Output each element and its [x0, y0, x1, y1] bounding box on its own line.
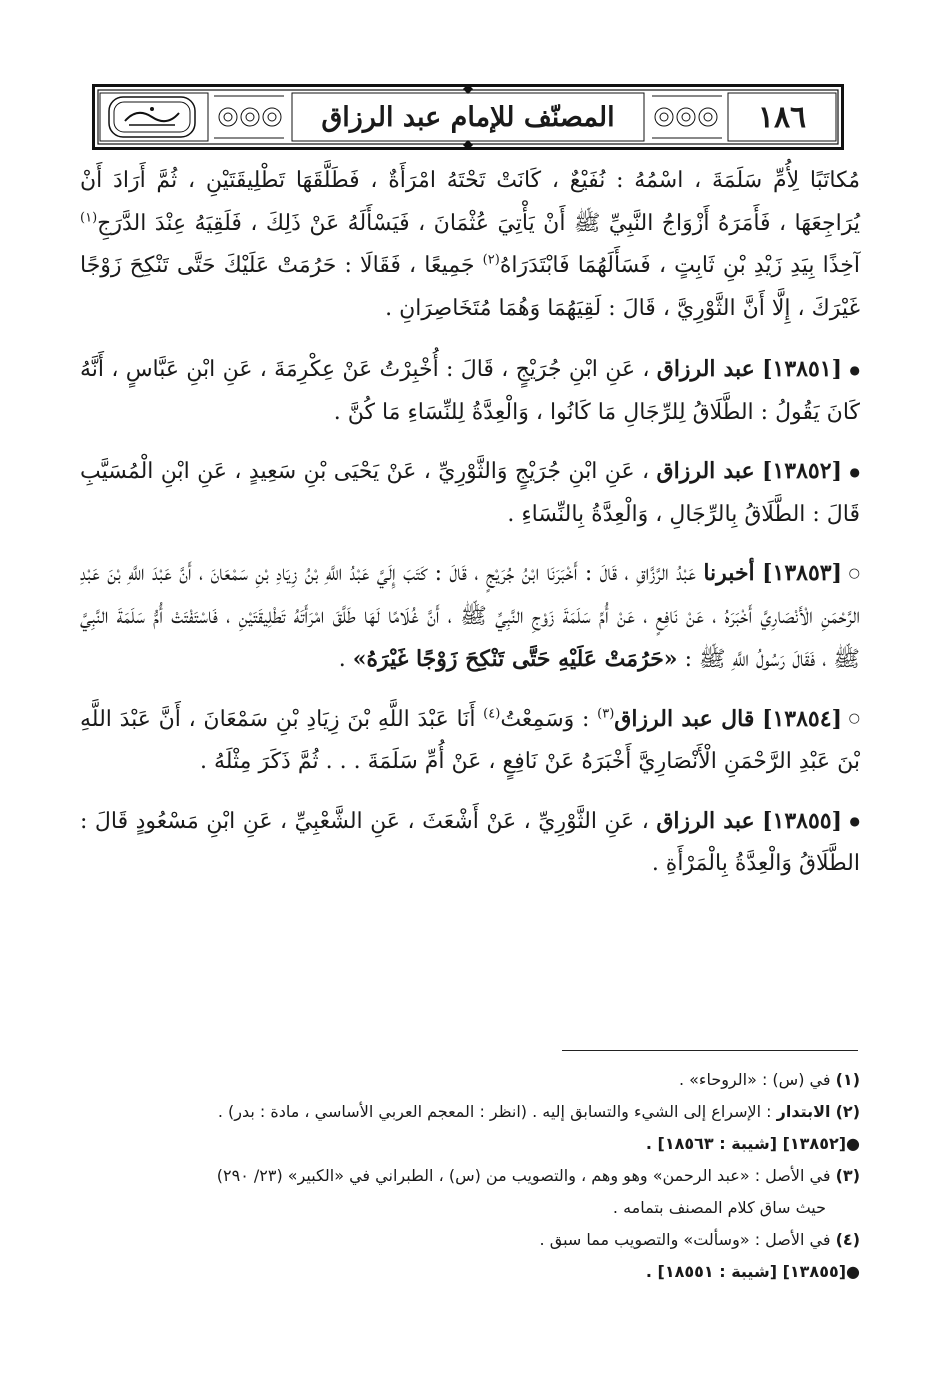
footnote-3	[80, 1160, 860, 1192]
hadith-13851	[80, 348, 860, 434]
hadith-text: : وَسَمِعْتُ	[500, 706, 590, 732]
hadith-number: [١٣٨٥١]	[762, 356, 843, 382]
footnote-text: في (س) : «الروحاء» .	[678, 1070, 831, 1089]
footnote-3-continuation	[80, 1192, 860, 1224]
page-number: ١٨٦	[757, 99, 807, 135]
hadith-13855	[80, 800, 860, 886]
footnote-number: (٣)	[835, 1166, 860, 1185]
footnote-ref[interactable]: (٤)	[483, 706, 501, 722]
footnote-ref[interactable]: (٣)	[597, 706, 615, 722]
footnote-text: في الأصل : «عبد الرحمن» وهو وهم ، والتصويب من (س) ، الطبراني في «الكبير» (٢٣/ ٢٩٠)	[216, 1166, 831, 1185]
narrator-name: أخبرنا	[703, 560, 755, 586]
paragraph-text: آخِذًا بِيَدِ زَيْدِ بْنِ ثَابِتٍ ، فَسَأَلَهُمَا فَابْتَدَرَاهُ	[499, 253, 861, 278]
footnotes	[80, 1064, 860, 1288]
hadith-text: أَنَا عَبْدَ اللَّهِ بْنَ زِيَادِ بْنِ سَمْعَانَ ، أَنَّ عَبْدَ اللَّهِ بْنَ عَبْدِ الرَّحْمَنِ الْأَنْصَارِيَّ أَخْبَرَهُ عَنْ نَافِعٍ ، عَنْ أُمِّ سَلَمَةَ . . . ثُمَّ ذَكَرَ مِثْلَهُ .	[80, 706, 860, 774]
main-text	[80, 160, 860, 902]
hadith-number: [١٣٨٥٥]	[762, 807, 843, 834]
footnote-text: حيث ساق كلام المصنف بتمامه .	[612, 1198, 826, 1217]
narrator-name: عبد الرزاق	[656, 356, 755, 382]
footnote-number: (٢)	[835, 1102, 860, 1121]
hadith-number: [١٣٨٥٤]	[762, 705, 842, 732]
narrator-name: عبد الرزاق	[656, 807, 755, 834]
hollow-bullet-icon	[846, 698, 860, 741]
hadith-text: ، عَنِ الثَّوْرِيِّ ، عَنْ أَشْعَثَ ، عَنِ الشَّعْبِيِّ ، عَنِ ابْنِ مَسْعُودٍ قَالَ : الطَّلَاقُ وَالْعِدَّةُ بِالْمَرْأَةِ .	[80, 808, 860, 876]
hollow-bullet-icon	[846, 553, 860, 596]
paragraph-continuation	[80, 160, 860, 330]
footnote-term: الابتدار	[776, 1102, 831, 1121]
book-title-seal-icon	[106, 94, 198, 140]
footnote-4	[80, 1224, 860, 1256]
hadith-text: ، عَنِ ابْنِ جُرَيْجٍ وَالثَّوْرِيِّ ، عَنْ يَحْيَى بْنِ سَعِيدٍ ، عَنِ ابْنِ الْمُسَيَّبِ قَالَ : الطَّلَاقُ بِالرِّجَالِ ، وَالْعِدَّةُ بِالنِّسَاءِ .	[80, 459, 860, 527]
paragraph-text: مُكاتَبًا لِأُمِّ سَلَمَةَ ، اسْمُهُ : نُفَيْعٌ ، كَانَتْ تَحْتَهُ امْرَأَةٌ ، فَطَلَّقَهَا تَطْلِيقَتَيْنِ ، ثُمَّ أَرَادَ أَنْ يُرَاجِعَهَا ، فَأَمَرَهُ أَزْوَاجُ النَّبِيِّ ﷺ أَنْ يَأْتِيَ عُثْمَانَ ، فَيَسْأَلَهُ عَنْ ذَلِكَ ، فَلَقِيَهُ عِنْدَ الدَّرَجِ	[80, 168, 860, 236]
source-reference: ●[١٣٨٥٥] [شيبة : ١٨٥٥١] .	[645, 1262, 860, 1281]
hadith-number: [١٣٨٥٢]	[762, 458, 842, 484]
source-reference: ●[١٣٨٥٢] [شيبة : ١٨٥٦٣] .	[645, 1134, 860, 1153]
filled-bullet-icon	[846, 451, 860, 494]
hadith-13852	[80, 450, 860, 536]
hadith-13853	[80, 552, 860, 682]
narrator-name: قال عبد الرزاق	[614, 705, 755, 732]
footnote-ref[interactable]: (٢)	[482, 252, 500, 268]
footnote-number: (١)	[835, 1070, 860, 1089]
footnote-text: في الأصل : «وسألت» والتصويب مما سبق .	[539, 1230, 831, 1249]
hadith-tail: .	[338, 647, 346, 672]
source-ref	[80, 1128, 860, 1160]
hadith-number: [١٣٨٥٣]	[762, 560, 843, 586]
filled-bullet-icon	[846, 800, 860, 843]
prophetic-quote: «حَرُمَتْ عَلَيْهِ حَتَّى تَنْكِحَ زَوْجًا غَيْرَهُ»	[352, 646, 678, 672]
footnote-number: (٤)	[835, 1230, 860, 1249]
hadith-text: عَبْدُ الرَّزَّاقِ ، قَالَ : أَخْبَرَنَا ابْنُ جُرَيْجٍ ، قَالَ : كَتَبَ إِلَيَّ عَبْدُ اللَّهِ بْنُ زِيَادِ بْنِ سَمْعَانَ ، أَنَّ عَبْدَ اللَّهِ بْنَ عَبْدِ الرَّحْمَنِ الْأَنْصَارِيَّ أَخْبَرَهُ ، عَنْ نَافِعٍ ، عَنْ أُمِّ سَلَمَةَ زَوْجِ النَّبِيِّ ﷺ ، أَنَّ غُلَامًا لَهَا طَلَّقَ امْرَأَتَهُ تَطْلِيقَتَيْنِ ، فَاسْتَفْتَتْ أُمُّ سَلَمَةَ النَّبِيَّ ﷺ ، فَقَالَ رَسُولُ اللَّهِ ﷺ :	[80, 561, 860, 672]
paragraph-text: جَمِيعًا ، فَقَالَا : حَرُمَتْ عَلَيْكَ حَتَّى تَنْكِحَ زَوْجًا غَيْرَكَ ، إِلَّا أَنَّ الثَّوْرِيَّ ، قَالَ : لَقِيَهُمَا وَهُمَا مُتَخَاصِرَانِ .	[80, 253, 860, 321]
hadith-13854	[80, 698, 860, 784]
footnote-ref[interactable]: (١)	[80, 210, 98, 226]
page-header	[92, 84, 844, 150]
footnote-2	[80, 1096, 860, 1128]
footnote-divider	[562, 1050, 858, 1051]
source-ref	[80, 1256, 860, 1288]
hadith-text: ، عَنِ ابْنِ جُرَيْجٍ ، قَالَ : أُخْبِرْتُ عَنْ عِكْرِمَةَ ، عَنِ ابْنِ عَبَّاسٍ ، أَنَّهُ كَانَ يَقُولُ : الطَّلَاقُ لِلرِّجَالِ مَا كَانُوا ، وَالْعِدَّةُ لِلنِّسَاءِ مَا كُنَّ .	[80, 357, 860, 425]
footnote-text: : الإسراع إلى الشيء والتسابق إليه . (انظر : المعجم العربي الأساسي ، مادة : بدر) .	[217, 1102, 772, 1121]
book-title: المصنّف للإمام عبد الرزاق	[321, 101, 615, 133]
narrator-name: عبد الرزاق	[656, 458, 755, 484]
filled-bullet-icon	[846, 349, 860, 392]
footnote-1	[80, 1064, 860, 1096]
